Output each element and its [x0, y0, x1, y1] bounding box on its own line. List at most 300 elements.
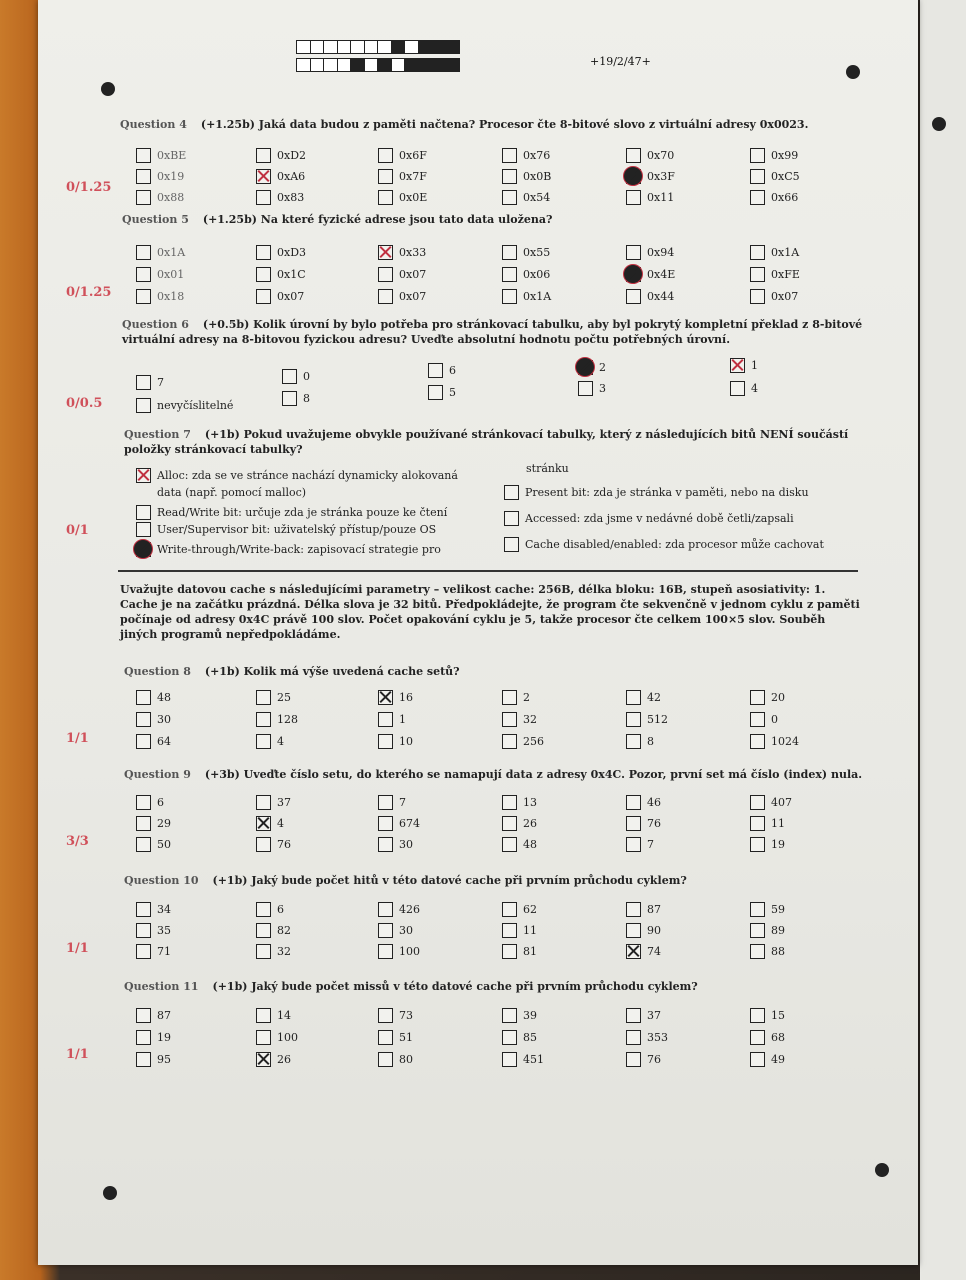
checkbox[interactable]: [502, 169, 517, 184]
q7-option-cache[interactable]: Cache disabled/enabled: zda procesor může cachovat: [504, 537, 824, 552]
q4-option[interactable]: [378, 190, 427, 205]
checkbox[interactable]: [256, 734, 271, 749]
checkbox[interactable]: [750, 923, 765, 938]
checkbox[interactable]: [136, 505, 151, 520]
q7-option-rw[interactable]: Read/Write bit: určuje zda je stránka pouze ke čtení: [136, 505, 447, 520]
checkbox[interactable]: [626, 712, 641, 727]
checkbox[interactable]: [378, 169, 393, 184]
q8-option[interactable]: [502, 690, 530, 705]
option-label: 32: [523, 713, 537, 726]
q5-option[interactable]: [502, 289, 551, 304]
option-label: 0x33: [399, 246, 427, 259]
checkbox[interactable]: [136, 1052, 151, 1067]
checkbox[interactable]: [256, 837, 271, 852]
checkbox[interactable]: [626, 1008, 641, 1023]
q5-option[interactable]: [626, 245, 674, 260]
option-label: 0x01: [157, 268, 185, 281]
checkbox[interactable]: [378, 923, 393, 938]
checkbox[interactable]: [502, 902, 517, 917]
option-label: 29: [157, 817, 171, 830]
checkbox[interactable]: [378, 734, 393, 749]
q4-option[interactable]: [378, 148, 427, 163]
checkbox[interactable]: [502, 1052, 517, 1067]
q4-option[interactable]: [256, 190, 304, 205]
q9-option[interactable]: [256, 795, 291, 810]
checkbox[interactable]: [730, 358, 745, 373]
option-label: 13: [523, 796, 537, 809]
checkbox[interactable]: [136, 542, 151, 557]
q11-score: 1/1: [66, 1047, 89, 1062]
q5-option[interactable]: [378, 245, 426, 260]
checkbox[interactable]: [626, 795, 641, 810]
checkbox[interactable]: [626, 289, 641, 304]
option-label: 11: [523, 924, 537, 937]
q9-option[interactable]: [626, 795, 661, 810]
q11-option[interactable]: [502, 1052, 544, 1067]
option-label: 0x94: [647, 246, 675, 259]
q10-option[interactable]: [256, 923, 291, 938]
q10-option[interactable]: [750, 923, 785, 938]
q9-option[interactable]: [136, 816, 171, 831]
q11-option[interactable]: [502, 1008, 537, 1023]
option-label: 0x54: [523, 191, 551, 204]
q10-option[interactable]: [378, 923, 413, 938]
q5-option[interactable]: [378, 289, 426, 304]
checkbox[interactable]: [256, 1052, 271, 1067]
q11-option[interactable]: [256, 1008, 291, 1023]
q11-option[interactable]: [750, 1030, 785, 1045]
q11-option[interactable]: [136, 1052, 171, 1067]
q9-option[interactable]: [256, 837, 291, 852]
q8-option[interactable]: [626, 712, 668, 727]
checkbox[interactable]: [256, 190, 271, 205]
checkbox[interactable]: [428, 385, 443, 400]
checkbox[interactable]: [256, 1008, 271, 1023]
q10-option[interactable]: [256, 944, 291, 959]
q11-option[interactable]: [136, 1030, 171, 1045]
q11-option[interactable]: [256, 1030, 298, 1045]
option-label: 35: [157, 924, 171, 937]
option-label: 0: [303, 370, 310, 383]
checkbox[interactable]: [750, 902, 765, 917]
checkbox[interactable]: [730, 381, 745, 396]
q11-option[interactable]: [750, 1008, 785, 1023]
checkbox[interactable]: [256, 944, 271, 959]
q5-option[interactable]: [750, 267, 800, 282]
q4-option[interactable]: [136, 169, 184, 184]
checkbox[interactable]: [282, 369, 297, 384]
option-label: 82: [277, 924, 291, 937]
checkbox[interactable]: [502, 190, 517, 205]
checkbox[interactable]: [750, 148, 765, 163]
q11-option[interactable]: [750, 1052, 785, 1067]
checkbox[interactable]: [256, 923, 271, 938]
q4-number: Question 4: [120, 118, 187, 131]
checkbox[interactable]: [626, 816, 641, 831]
q11-option[interactable]: [626, 1030, 668, 1045]
option-label: 39: [523, 1009, 537, 1022]
q9-option[interactable]: [750, 795, 792, 810]
q8-option[interactable]: [502, 734, 544, 749]
q5-option[interactable]: [136, 289, 184, 304]
checkbox[interactable]: [136, 190, 151, 205]
q5-option[interactable]: [502, 267, 550, 282]
q8-option[interactable]: [378, 690, 413, 705]
q7-option-wt-cont: stránku: [526, 462, 569, 475]
q4-option[interactable]: [750, 169, 800, 184]
checkbox[interactable]: [750, 816, 765, 831]
q4-option[interactable]: [256, 169, 305, 184]
option-label: 11: [771, 817, 785, 830]
checkbox[interactable]: [378, 289, 393, 304]
q10-option[interactable]: [378, 902, 420, 917]
checkbox[interactable]: [282, 391, 297, 406]
q6-option[interactable]: [282, 391, 310, 406]
option-label: 59: [771, 903, 785, 916]
checkbox[interactable]: [378, 816, 393, 831]
checkbox[interactable]: [750, 734, 765, 749]
checkbox[interactable]: [626, 169, 641, 184]
q8-option[interactable]: [256, 690, 291, 705]
q8-option[interactable]: [378, 712, 406, 727]
option-label: 3: [599, 382, 606, 395]
q10-option[interactable]: [750, 902, 785, 917]
checkbox[interactable]: [502, 816, 517, 831]
checkbox[interactable]: [378, 690, 393, 705]
q10-option[interactable]: [626, 902, 661, 917]
checkbox[interactable]: [750, 1030, 765, 1045]
checkbox[interactable]: [378, 795, 393, 810]
checkbox[interactable]: [502, 267, 517, 282]
checkbox[interactable]: [256, 690, 271, 705]
q10-option[interactable]: [136, 944, 171, 959]
option-label: 0x1C: [277, 268, 306, 281]
checkbox[interactable]: [502, 795, 517, 810]
checkbox[interactable]: [378, 944, 393, 959]
checkbox[interactable]: [626, 944, 641, 959]
option-label: 0xBE: [157, 149, 187, 162]
q10-option[interactable]: [626, 923, 661, 938]
checkbox[interactable]: [136, 148, 151, 163]
q8-option[interactable]: [136, 690, 171, 705]
q6-option[interactable]: [136, 375, 164, 390]
q4-option[interactable]: [136, 190, 184, 205]
checkbox[interactable]: [626, 837, 641, 852]
checkbox[interactable]: [378, 1052, 393, 1067]
option-label: 10: [399, 735, 413, 748]
checkbox[interactable]: [136, 468, 151, 483]
checkbox[interactable]: [136, 712, 151, 727]
q4-option[interactable]: [502, 148, 550, 163]
checkbox[interactable]: [750, 690, 765, 705]
option-label: 426: [399, 903, 420, 916]
checkbox[interactable]: [256, 712, 271, 727]
checkbox[interactable]: [256, 169, 271, 184]
checkbox[interactable]: [378, 190, 393, 205]
checkbox[interactable]: [378, 837, 393, 852]
q9-option[interactable]: [502, 837, 537, 852]
checkbox[interactable]: [378, 902, 393, 917]
option-label: 95: [157, 1053, 171, 1066]
q9-option[interactable]: [378, 837, 413, 852]
checkbox[interactable]: [626, 148, 641, 163]
checkbox[interactable]: [750, 944, 765, 959]
q7-option-present[interactable]: Present bit: zda je stránka v paměti, nebo na disku: [504, 485, 809, 500]
checkbox[interactable]: [136, 923, 151, 938]
checkbox[interactable]: [256, 267, 271, 282]
checkbox[interactable]: [502, 837, 517, 852]
checkbox[interactable]: [378, 245, 393, 260]
checkbox[interactable]: [502, 1008, 517, 1023]
id-barcode-row-2: [296, 58, 460, 72]
checkbox[interactable]: [502, 923, 517, 938]
q4-option[interactable]: [136, 148, 186, 163]
checkbox[interactable]: [626, 690, 641, 705]
checkbox[interactable]: [136, 944, 151, 959]
q6-option[interactable]: [578, 381, 606, 396]
option-label: 0x07: [399, 268, 427, 281]
checkbox[interactable]: [578, 381, 593, 396]
q10-option[interactable]: [502, 923, 537, 938]
checkbox[interactable]: [136, 169, 151, 184]
q9-option[interactable]: [750, 816, 785, 831]
q10-option[interactable]: [502, 944, 537, 959]
q4-option[interactable]: [626, 148, 674, 163]
q4-option[interactable]: [626, 190, 674, 205]
q9-option[interactable]: [136, 837, 171, 852]
checkbox[interactable]: [750, 1052, 765, 1067]
checkbox[interactable]: [136, 375, 151, 390]
option-label: 64: [157, 735, 171, 748]
checkbox[interactable]: [378, 1030, 393, 1045]
q6-option[interactable]: [578, 360, 606, 375]
q6-option[interactable]: [136, 398, 233, 413]
checkbox[interactable]: [504, 537, 519, 552]
checkbox[interactable]: [136, 734, 151, 749]
checkbox[interactable]: [750, 1008, 765, 1023]
q8-option[interactable]: [626, 734, 654, 749]
q7-text-line2: položky stránkovací tabulky?: [124, 443, 303, 456]
checkbox[interactable]: [626, 245, 641, 260]
checkbox[interactable]: [136, 522, 151, 537]
checkbox[interactable]: [750, 245, 765, 260]
q8-text: (+1b) Kolik má výše uvedená cache setů?: [204, 665, 460, 678]
option-label: 0x7F: [399, 170, 427, 183]
checkbox[interactable]: [136, 1030, 151, 1045]
q10-option[interactable]: [136, 902, 171, 917]
checkbox[interactable]: [750, 289, 765, 304]
checkbox[interactable]: [502, 944, 517, 959]
q9-option[interactable]: [256, 816, 284, 831]
q4-option[interactable]: [256, 148, 306, 163]
q5-option[interactable]: [136, 267, 184, 282]
checkbox[interactable]: [502, 1030, 517, 1045]
checkbox[interactable]: [626, 1030, 641, 1045]
checkbox[interactable]: [256, 1030, 271, 1045]
q11-option[interactable]: [502, 1030, 537, 1045]
checkbox[interactable]: [626, 1052, 641, 1067]
checkbox[interactable]: [428, 363, 443, 378]
q10-option[interactable]: [378, 944, 420, 959]
option-label: 8: [647, 735, 654, 748]
checkbox[interactable]: [502, 690, 517, 705]
checkbox[interactable]: [378, 1008, 393, 1023]
q8-option[interactable]: [256, 712, 298, 727]
q5-option[interactable]: [750, 245, 799, 260]
q10-option[interactable]: [256, 902, 284, 917]
q6-option[interactable]: [428, 385, 456, 400]
checkbox[interactable]: [256, 902, 271, 917]
checkbox[interactable]: [136, 837, 151, 852]
checkbox[interactable]: [502, 712, 517, 727]
checkbox[interactable]: [136, 245, 151, 260]
q5-option[interactable]: [378, 267, 426, 282]
q8-option[interactable]: [750, 712, 778, 727]
checkbox[interactable]: [750, 267, 765, 282]
q10-option[interactable]: [626, 944, 661, 959]
option-label: 73: [399, 1009, 413, 1022]
checkbox[interactable]: [626, 190, 641, 205]
q5-option[interactable]: [626, 289, 674, 304]
checkbox[interactable]: [578, 360, 593, 375]
checkbox[interactable]: [136, 816, 151, 831]
q7-option-alloc[interactable]: Alloc: zda se ve stránce nachází dynamicky alokovaná: [136, 468, 458, 483]
q11-option[interactable]: [378, 1030, 413, 1045]
q10-score: 1/1: [66, 941, 89, 956]
q11-option[interactable]: [256, 1052, 291, 1067]
q5-option[interactable]: [502, 245, 550, 260]
checkbox[interactable]: [502, 289, 517, 304]
q9-option[interactable]: [626, 816, 661, 831]
q11-text: (+1b) Jaký bude počet missů v této datové cache při prvním průchodu cyklem?: [212, 980, 698, 993]
q5-option[interactable]: [256, 267, 306, 282]
q10-option[interactable]: [750, 944, 785, 959]
q5-option[interactable]: [256, 245, 306, 260]
checkbox[interactable]: [378, 148, 393, 163]
q4-option[interactable]: [750, 148, 798, 163]
option-label: 50: [157, 838, 171, 851]
checkbox[interactable]: [136, 902, 151, 917]
checkbox[interactable]: [626, 734, 641, 749]
q7-option-accessed[interactable]: Accessed: zda jsme v nedávné době četli/zapsali: [504, 511, 794, 526]
option-label: 0x66: [771, 191, 799, 204]
q9-option[interactable]: [502, 816, 537, 831]
option-label: 0x6F: [399, 149, 427, 162]
checkbox[interactable]: [136, 267, 151, 282]
checkbox[interactable]: [136, 398, 151, 413]
checkbox[interactable]: [256, 816, 271, 831]
option-label: 1: [751, 359, 758, 372]
q8-option[interactable]: [626, 690, 661, 705]
checkbox[interactable]: [136, 1008, 151, 1023]
checkbox[interactable]: [626, 923, 641, 938]
checkbox[interactable]: [750, 795, 765, 810]
q6-option[interactable]: [428, 363, 456, 378]
option-label: 0x44: [647, 290, 675, 303]
q4-text: (+1.25b) Jaká data budou z paměti načtena? Procesor čte 8-bitové slovo z virtuální adresy 0x0023.: [200, 118, 809, 131]
checkbox[interactable]: [256, 289, 271, 304]
checkbox[interactable]: [378, 712, 393, 727]
checkbox[interactable]: [626, 902, 641, 917]
checkbox[interactable]: [504, 511, 519, 526]
q8-option[interactable]: [750, 734, 799, 749]
punch-hole: [875, 1163, 889, 1177]
q4-option[interactable]: [502, 169, 551, 184]
q4-option[interactable]: [378, 169, 427, 184]
q8-option[interactable]: [136, 712, 171, 727]
checkbox[interactable]: [502, 148, 517, 163]
q5-option[interactable]: [136, 245, 185, 260]
q5-option[interactable]: [256, 289, 304, 304]
checkbox[interactable]: [504, 485, 519, 500]
q7-option-wt[interactable]: Write-through/Write-back: zapisovací strategie pro: [136, 542, 441, 557]
q4-score: 0/1.25: [66, 180, 112, 195]
q11-option[interactable]: [136, 1008, 171, 1023]
q9-option[interactable]: [378, 795, 406, 810]
q7-option-us[interactable]: User/Supervisor bit: uživatelský přístup/pouze OS: [136, 522, 436, 537]
option-label: 0: [771, 713, 778, 726]
q4-option[interactable]: [502, 190, 550, 205]
checkbox[interactable]: [256, 245, 271, 260]
checkbox[interactable]: [256, 795, 271, 810]
checkbox[interactable]: [256, 148, 271, 163]
checkbox[interactable]: [750, 190, 765, 205]
sheet-code: +19/2/47+: [590, 55, 651, 68]
option-label: 0xD2: [277, 149, 307, 162]
q6-option[interactable]: [730, 381, 758, 396]
q11-option[interactable]: [626, 1008, 661, 1023]
q6-option[interactable]: [282, 369, 310, 384]
checkbox[interactable]: [378, 267, 393, 282]
checkbox[interactable]: [502, 734, 517, 749]
checkbox[interactable]: [750, 169, 765, 184]
q9-option[interactable]: [502, 795, 537, 810]
option-label: 8: [303, 392, 310, 405]
checkbox[interactable]: [750, 837, 765, 852]
q9-option[interactable]: [626, 837, 654, 852]
q10-number: Question 10: [124, 874, 199, 887]
q9-option[interactable]: [378, 816, 420, 831]
q11-option[interactable]: [378, 1052, 413, 1067]
q8-option[interactable]: [502, 712, 537, 727]
option-label: 0x88: [157, 191, 185, 204]
q4-option[interactable]: [626, 169, 675, 184]
q11-option[interactable]: [626, 1052, 661, 1067]
q8-option[interactable]: [750, 690, 785, 705]
checkbox[interactable]: [750, 712, 765, 727]
q8-option[interactable]: [136, 734, 171, 749]
q9-option[interactable]: [750, 837, 785, 852]
q10-option[interactable]: [502, 902, 537, 917]
checkbox[interactable]: [502, 245, 517, 260]
q11-option[interactable]: [378, 1008, 413, 1023]
q4-option[interactable]: [750, 190, 798, 205]
q9-option[interactable]: [136, 795, 164, 810]
checkbox[interactable]: [136, 690, 151, 705]
checkbox[interactable]: [626, 267, 641, 282]
checkbox[interactable]: [136, 795, 151, 810]
q7-score: 0/1: [66, 523, 89, 538]
option-label: 48: [523, 838, 537, 851]
q5-number: Question 5: [122, 213, 189, 226]
q10-option[interactable]: [136, 923, 171, 938]
q6-option[interactable]: [730, 358, 758, 373]
q5-option[interactable]: [626, 267, 675, 282]
q5-option[interactable]: [750, 289, 798, 304]
q8-option[interactable]: [378, 734, 413, 749]
q8-option[interactable]: [256, 734, 284, 749]
checkbox[interactable]: [136, 289, 151, 304]
